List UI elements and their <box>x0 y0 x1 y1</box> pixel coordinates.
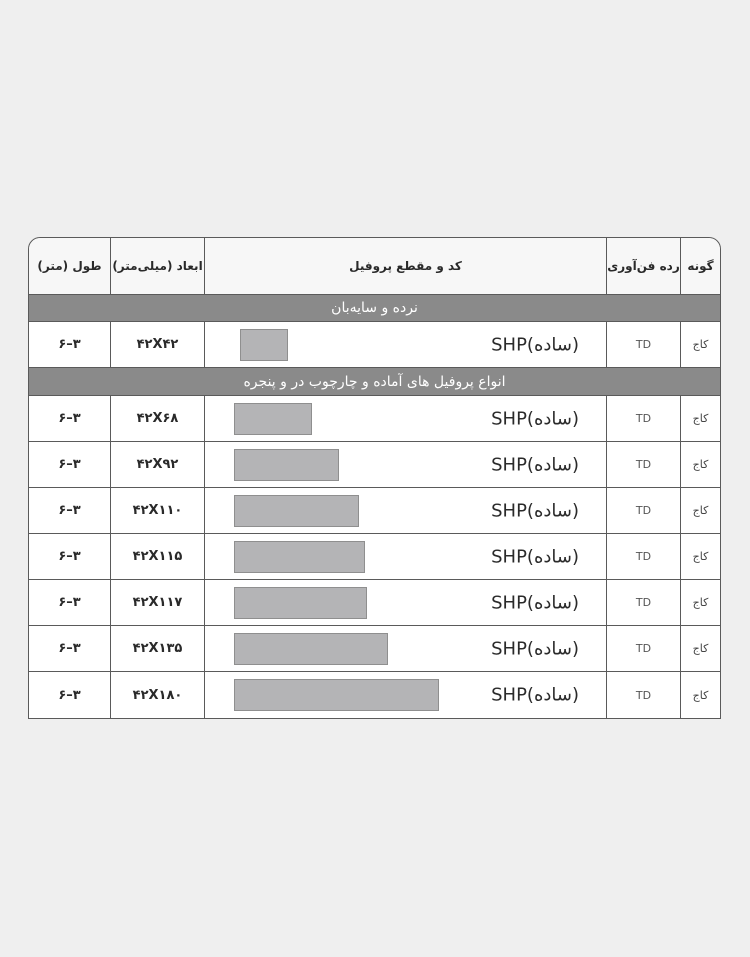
table-row <box>29 626 720 672</box>
type-cell: کاج <box>692 596 709 609</box>
tech-cell: TD <box>607 396 681 441</box>
code-cell <box>205 626 607 671</box>
code-cell <box>205 322 607 367</box>
tech-cell: TD <box>607 580 681 625</box>
header-type: گونه <box>687 259 714 273</box>
length-cell: ۶–۳ <box>29 488 111 533</box>
profile-section-bar <box>234 679 439 711</box>
tech-cell: TD <box>607 488 681 533</box>
profile-code: SHP(ساده) <box>491 638 579 659</box>
code-cell <box>205 488 607 533</box>
dimensions-cell: ۴۲X۱۱۵ <box>111 534 205 579</box>
code-cell <box>205 442 607 487</box>
code-cell <box>205 672 607 718</box>
table-row <box>29 488 720 534</box>
length-cell: ۶–۳ <box>29 442 111 487</box>
length-cell: ۶–۳ <box>29 672 111 718</box>
dimensions-cell: ۴۲X۱۳۵ <box>111 626 205 671</box>
dimensions-cell: ۴۲X۶۸ <box>111 396 205 441</box>
section-header: انواع پروفیل های آماده و چارچوب در و پنجره <box>29 368 720 396</box>
type-cell: کاج <box>692 504 709 517</box>
type-cell: کاج <box>692 338 709 351</box>
table-row <box>29 672 720 718</box>
type-cell: کاج <box>692 412 709 425</box>
table-row <box>29 396 720 442</box>
type-cell: کاج <box>692 642 709 655</box>
table-row <box>29 534 720 580</box>
header-dimensions: ابعاد (میلی‌متر) <box>111 238 205 294</box>
profile-code: SHP(ساده) <box>491 454 579 475</box>
profile-section-bar <box>234 495 359 527</box>
tech-cell: TD <box>607 534 681 579</box>
profile-section-bar <box>234 403 312 435</box>
code-cell <box>205 396 607 441</box>
length-cell: ۶–۳ <box>29 580 111 625</box>
profile-code: SHP(ساده) <box>491 334 579 355</box>
code-cell <box>205 580 607 625</box>
type-cell: کاج <box>692 550 709 563</box>
profile-table <box>28 237 721 719</box>
profile-section-bar <box>240 329 288 361</box>
table-row <box>29 580 720 626</box>
tech-cell: TD <box>607 442 681 487</box>
length-cell: ۶–۳ <box>29 626 111 671</box>
section-header: نرده و سایه‌بان <box>29 295 720 322</box>
type-cell: کاج <box>692 458 709 471</box>
dimensions-cell: ۴۲X۱۱۰ <box>111 488 205 533</box>
table-row <box>29 322 720 368</box>
dimensions-cell: ۴۲X۹۲ <box>111 442 205 487</box>
dimensions-cell: ۴۲X۱۱۷ <box>111 580 205 625</box>
profile-code: SHP(ساده) <box>491 592 579 613</box>
tech-cell: TD <box>607 626 681 671</box>
profile-section-bar <box>234 449 339 481</box>
dimensions-cell: ۴۲X۱۸۰ <box>111 672 205 718</box>
profile-code: SHP(ساده) <box>491 500 579 521</box>
profile-section-bar <box>234 541 365 573</box>
table-header <box>29 238 720 295</box>
length-cell: ۶–۳ <box>29 396 111 441</box>
type-cell: کاج <box>692 688 709 702</box>
code-cell <box>205 534 607 579</box>
profile-code: SHP(ساده) <box>491 684 579 706</box>
profile-code: SHP(ساده) <box>491 408 579 429</box>
header-tech: رده فن‌آوری <box>607 238 681 294</box>
header-length: طول (متر) <box>29 238 111 294</box>
tech-cell: TD <box>607 322 681 367</box>
dimensions-cell: ۴۲X۴۲ <box>111 322 205 367</box>
length-cell: ۶–۳ <box>29 534 111 579</box>
table-row <box>29 442 720 488</box>
profile-section-bar <box>234 633 388 665</box>
tech-cell: TD <box>607 672 681 718</box>
profile-section-bar <box>234 587 367 619</box>
header-code: کد و مقطع پروفیل <box>205 238 607 294</box>
length-cell: ۶–۳ <box>29 322 111 367</box>
profile-code: SHP(ساده) <box>491 546 579 567</box>
